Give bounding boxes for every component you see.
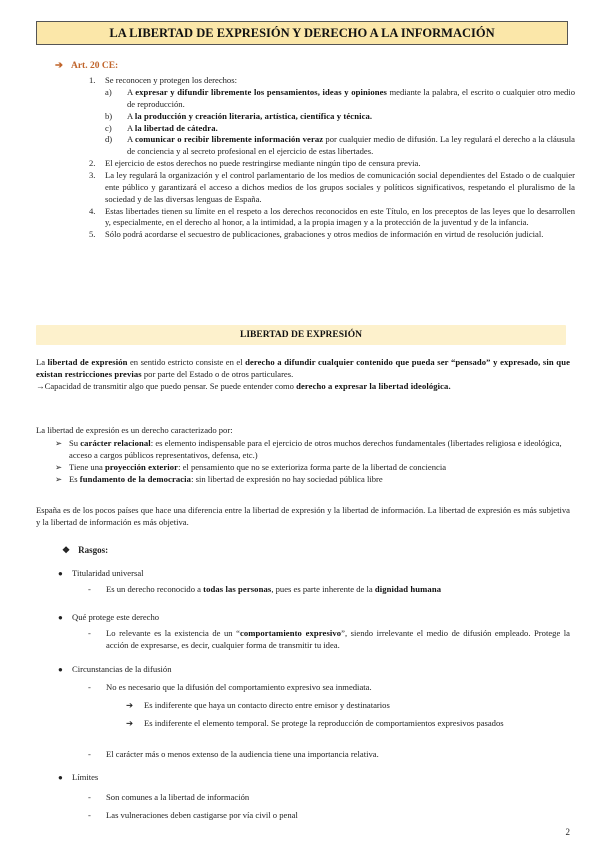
list-item: ➢ Tiene una proyección exterior: el pensamiento que no se exterioriza forma parte de la libertad de conciencia bbox=[55, 461, 447, 472]
arrow-right-icon: ➔ bbox=[126, 718, 134, 728]
list-item: 4. Estas libertades tienen su límite en el respeto a los derechos reconocidos en este Título, en los preceptos de las leyes que lo desarrollen y, especialmente, en el derecho al honor, a la intimidad, a la propia imagen y a la protección de la juventud y de la infancia. bbox=[89, 205, 575, 228]
diamond-bullet-icon: ❖ bbox=[62, 545, 71, 555]
dash-icon: - bbox=[88, 810, 91, 820]
rasgos-heading: ❖ Rasgos: bbox=[62, 545, 109, 555]
arrowhead-icon: ➢ bbox=[55, 438, 63, 448]
arrowhead-icon: ➢ bbox=[55, 473, 63, 484]
list-item: 5. Sólo podrá acordarse el secuestro de publicaciones, grabaciones y otros medios de información en virtud de resolución judicial. bbox=[89, 229, 544, 240]
dash-icon: - bbox=[88, 792, 91, 802]
bullet-icon: ● bbox=[58, 569, 63, 578]
art-items-list bbox=[55, 75, 575, 241]
dash-icon: - bbox=[88, 682, 91, 692]
dash-icon: - bbox=[88, 584, 91, 594]
bullet-icon: ● bbox=[58, 665, 63, 674]
list-item: c) A la libertad de cátedra. bbox=[105, 122, 218, 133]
arrow-right-icon: ➔ bbox=[126, 700, 134, 710]
list-item: 3. La ley regulará la organización y el control parlamentario de los medios de comunicación social dependientes del Estado o de cualquier ente público y garantizará el acceso a dichos medios de los grupos sociales y políticos significativos, respetando el pluralismo de la sociedad y de las diversas lenguas de España. bbox=[89, 169, 575, 204]
intro-paragraph: La libertad de expresión en sentido estricto consiste en el derecho a difundir cualquier contenido que pueda ser “pensado” y expresado, sin que existan restricciones previas por parte del Estado o de otros particulares. →Capacidad de transmitir algo que puedo pensar. Se puede entender como derecho a expresar la libertad ideológica. bbox=[36, 357, 570, 391]
art-20-section bbox=[55, 60, 575, 241]
bullet-icon: ● bbox=[58, 613, 63, 622]
page-title: LA LIBERTAD DE EXPRESIÓN Y DERECHO A LA INFORMACIÓN bbox=[36, 21, 568, 45]
dash-icon: - bbox=[88, 628, 91, 638]
list-item: ➢ Es fundamento de la democracia: sin libertad de expresión no hay sociedad pública libre bbox=[55, 473, 383, 484]
list-item: b) A la producción y creación literaria, artística, científica y técnica. bbox=[105, 110, 373, 121]
art-heading: ➔ Art. 20 CE: bbox=[55, 61, 119, 71]
list-item: 2. El ejercicio de estos derechos no puede restringirse mediante ningún tipo de censura previa. bbox=[89, 158, 421, 169]
section-title: LIBERTAD DE EXPRESIÓN bbox=[36, 325, 566, 345]
list-item: a) A expresar y difundir libremente los pensamientos, ideas y opiniones mediante la palabra, el escrito o cualquier otro medio de reproducción. bbox=[105, 86, 575, 109]
page-number: 2 bbox=[565, 827, 570, 837]
arrowhead-icon: ➢ bbox=[55, 461, 63, 472]
arrow-right-icon: ➔ bbox=[55, 61, 63, 71]
list-item: d) A comunicar o recibir libremente información veraz por cualquier medio de difusión. La ley regulará el derecho a la cláusula de conciencia y al secreto profesional en el ejercicio de estas libertades. bbox=[105, 134, 575, 157]
dash-icon: - bbox=[88, 749, 91, 759]
bullet-icon: ● bbox=[58, 773, 63, 782]
features-list bbox=[55, 438, 575, 485]
list-item: ➢ Su carácter relacional: es elemento indispensable para el ejercicio de otros muchos derechos fundamentales (libertades religiosa e ideológica, acceso a cargos públicos representativos, defensa, etc.) bbox=[55, 438, 562, 460]
sub-list bbox=[105, 87, 575, 158]
espana-paragraph: España es de los pocos países que hace una diferencia entre la libertad de expresión y la libertad de información. La libertad de expresión es más subjetiva y la libertad de información es más objetiva. bbox=[36, 505, 570, 527]
caracterizado-text: La libertad de expresión es un derecho caracterizado por: bbox=[36, 425, 233, 435]
list-item: 1. Se reconocen y protegen los derechos: a) A expresar y difundir libremente los pensamientos, ideas y opiniones mediante la palabra, el escrito o cualquier otro medio de reproducción. b) A la producción y creación literaria, artística, científica y técnica. c) A la libertad de cátedra. d) A comunicar o recibir libremente información veraz por cualquier medio de difusión. La ley regulará el derecho a la cláusula de conciencia y al secreto profesional en el ejercicio de estas libertades. bbox=[89, 75, 575, 157]
